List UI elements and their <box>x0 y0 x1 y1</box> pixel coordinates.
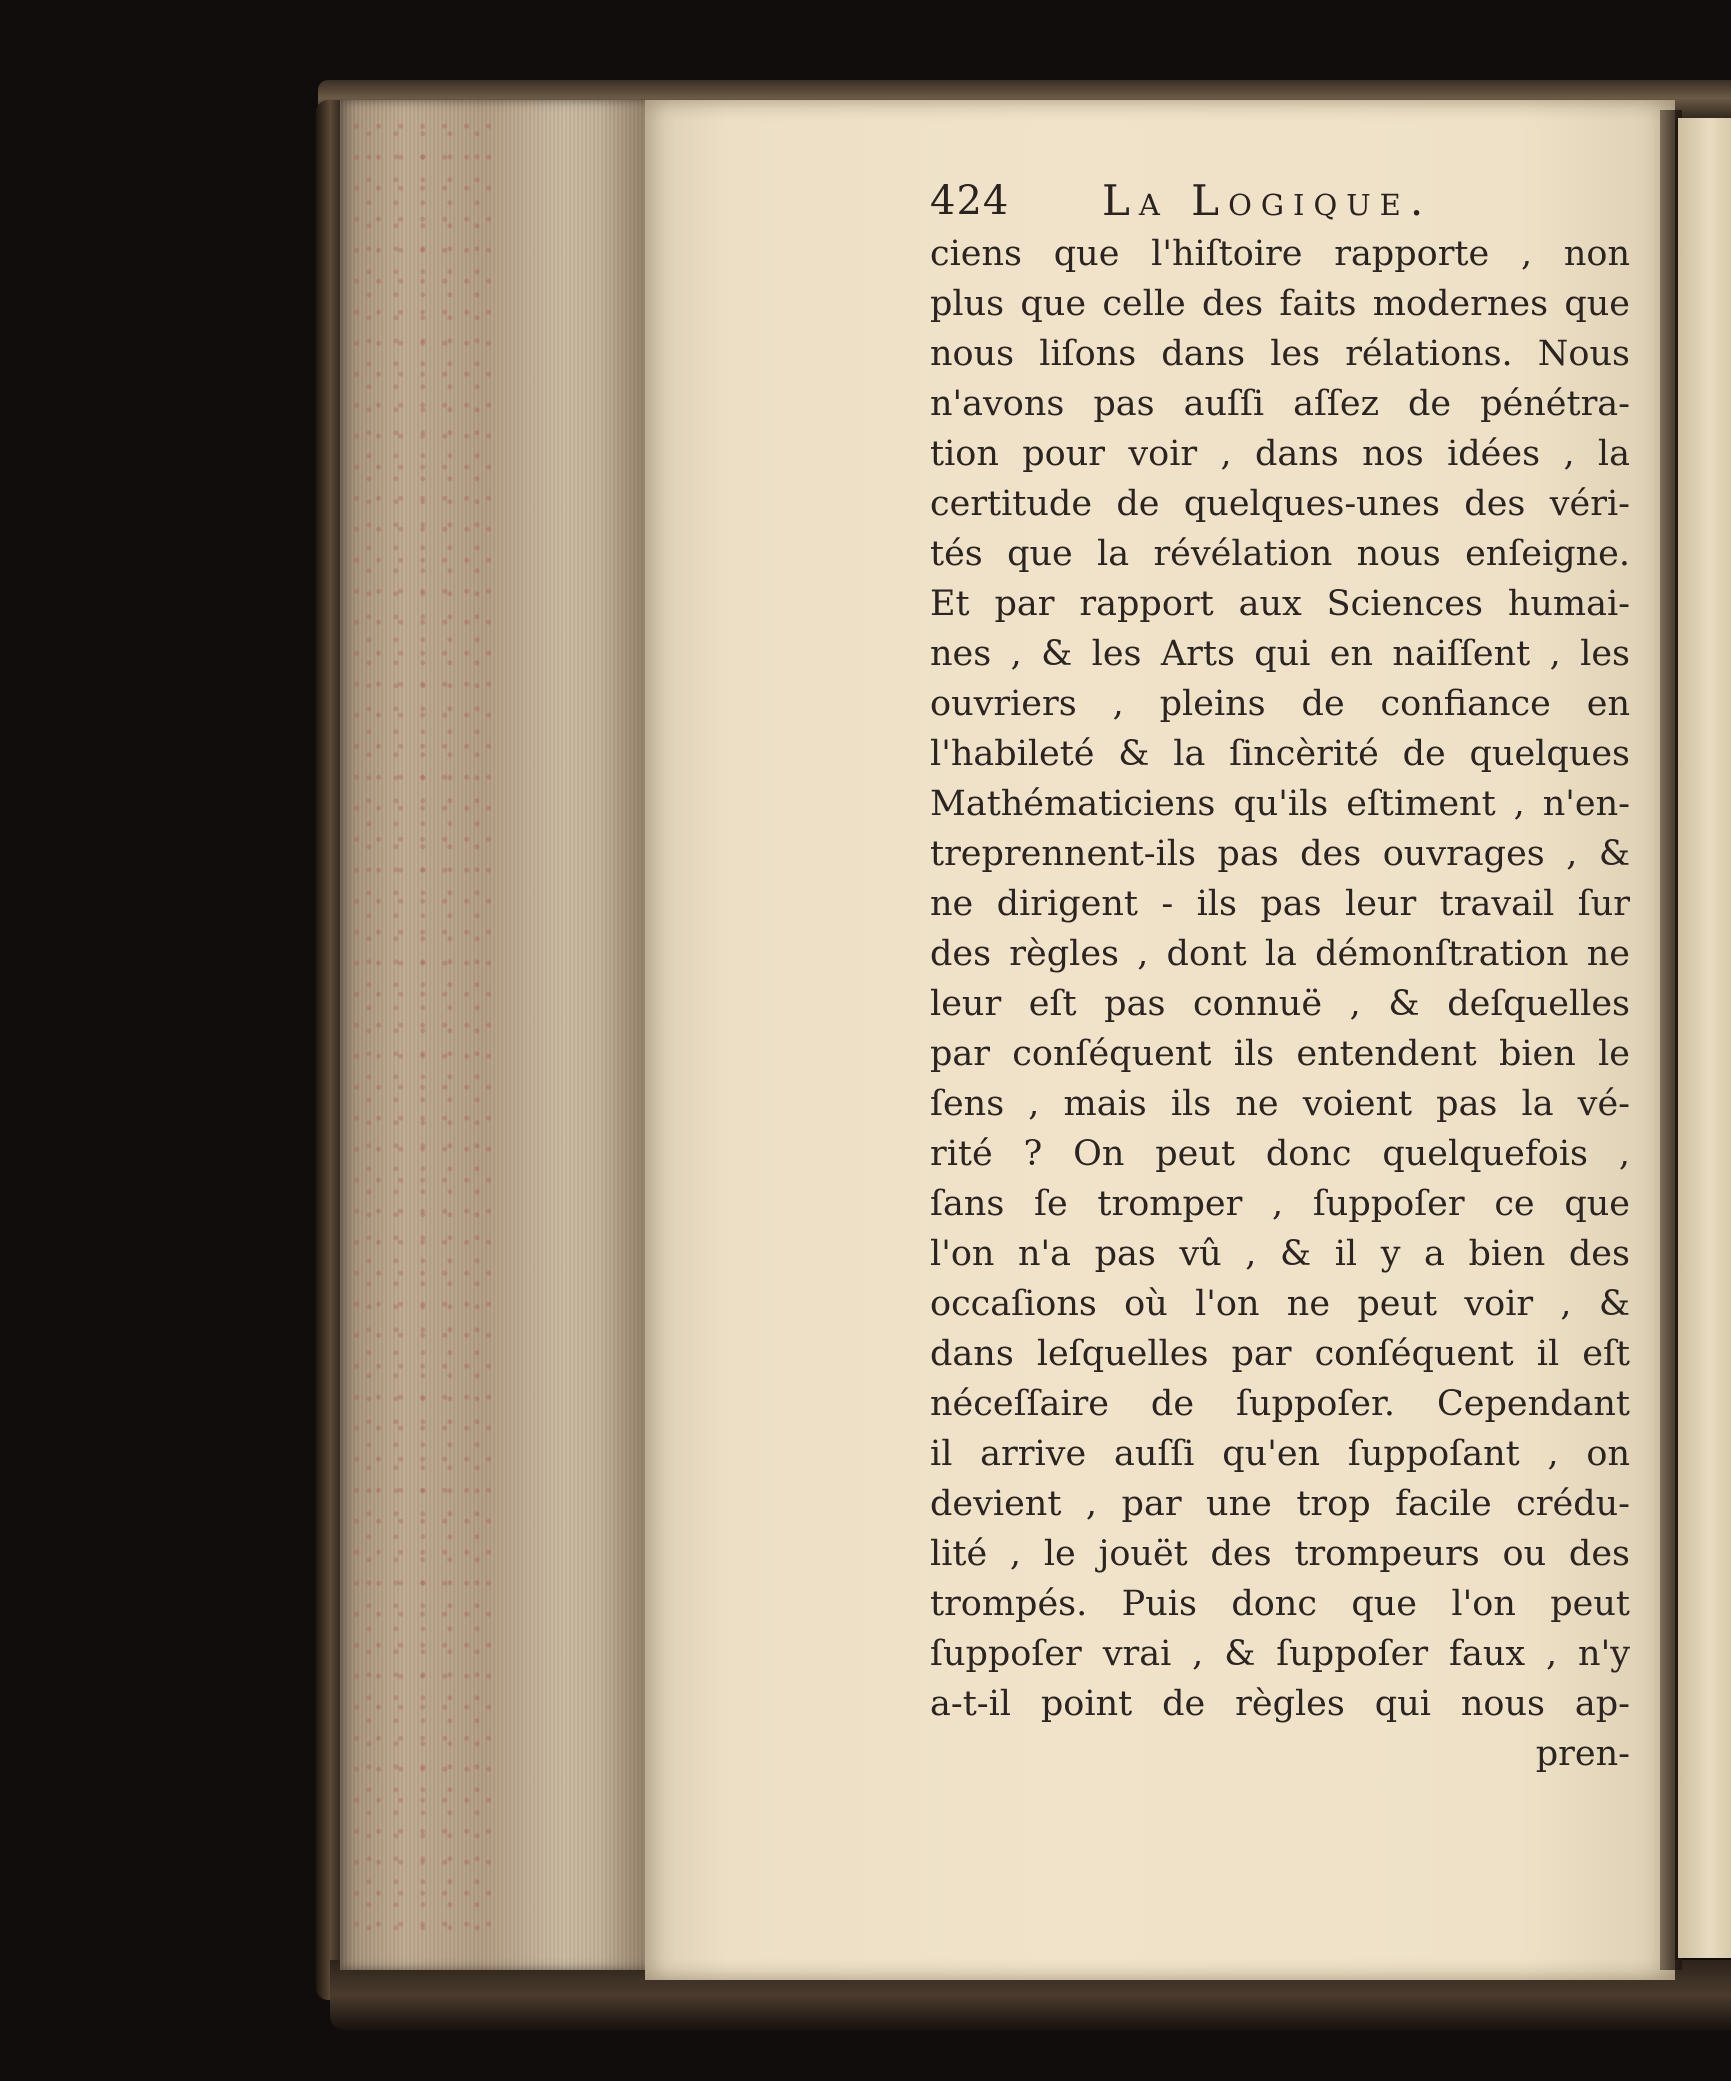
text-line: Mathématiciens qu'ils eſtiment , n'en- <box>930 784 1630 824</box>
text-line: a-t-il point de règles qui nous ap- <box>930 1684 1630 1724</box>
sprinkled-edge-decoration <box>350 120 500 1940</box>
text-line: ſans ſe tromper , ſuppoſer ce que <box>930 1184 1630 1224</box>
text-line: dans leſquelles par conſéquent il eſt <box>930 1334 1630 1374</box>
text-line: nes , & les Arts qui en naiſſent , les <box>930 634 1630 674</box>
text-line: par conſéquent ils entendent bien le <box>930 1034 1630 1074</box>
text-line: ouvriers , pleins de confiance en <box>930 684 1630 724</box>
text-line: ciens que l'hiſtoire rapporte , non <box>930 234 1630 274</box>
text-line: devient , par une trop facile crédu- <box>930 1484 1630 1524</box>
text-line: tés que la révélation nous enſeigne. <box>930 534 1630 574</box>
text-line: n'avons pas auſſi aſſez de pénétra- <box>930 384 1630 424</box>
text-line: treprennent-ils pas des ouvrages , & <box>930 834 1630 874</box>
book-cover-spine-edge <box>316 100 342 2000</box>
page-header <box>930 176 1630 236</box>
text-line: ne dirigent - ils pas leur travail ſur <box>930 884 1630 924</box>
text-line: ſuppoſer vrai , & ſuppoſer faux , n'y <box>930 1634 1630 1674</box>
page-number: 424 <box>930 178 1010 224</box>
page-edge-shadow <box>600 100 645 1970</box>
text-line: néceſſaire de ſuppoſer. Cependant <box>930 1384 1630 1424</box>
text-line: certitude de quelques-unes des véri- <box>930 484 1630 524</box>
text-line: rité ? On peut donc quelquefois , <box>930 1134 1630 1174</box>
catchword: pren- <box>1535 1734 1630 1774</box>
text-line: tion pour voir , dans nos idées , la <box>930 434 1630 474</box>
text-line: trompés. Puis donc que l'on peut <box>930 1584 1630 1624</box>
text-line: nous liſons dans les rélations. Nous <box>930 334 1630 374</box>
text-line: il arrive auſſi qu'en ſuppoſant , on <box>930 1434 1630 1474</box>
text-line: occaſions où l'on ne peut voir , & <box>930 1284 1630 1324</box>
text-line: Et par rapport aux Sciences humai- <box>930 584 1630 624</box>
text-line: lité , le jouët des trompeurs ou des <box>930 1534 1630 1574</box>
text-line: ſens , mais ils ne voient pas la vé- <box>930 1084 1630 1124</box>
text-line: l'on n'a pas vû , & il y a bien des <box>930 1234 1630 1274</box>
text-line: des règles , dont la démonſtration ne <box>930 934 1630 974</box>
text-line: plus que celle des faits modernes que <box>930 284 1630 324</box>
running-head: La Logique. <box>1102 176 1433 225</box>
text-line: l'habileté & la ſincèrité de quelques <box>930 734 1630 774</box>
text-line: leur eſt pas connuë , & deſquelles <box>930 984 1630 1024</box>
facing-page-edge <box>1678 118 1731 1958</box>
body-text <box>930 229 1630 1779</box>
